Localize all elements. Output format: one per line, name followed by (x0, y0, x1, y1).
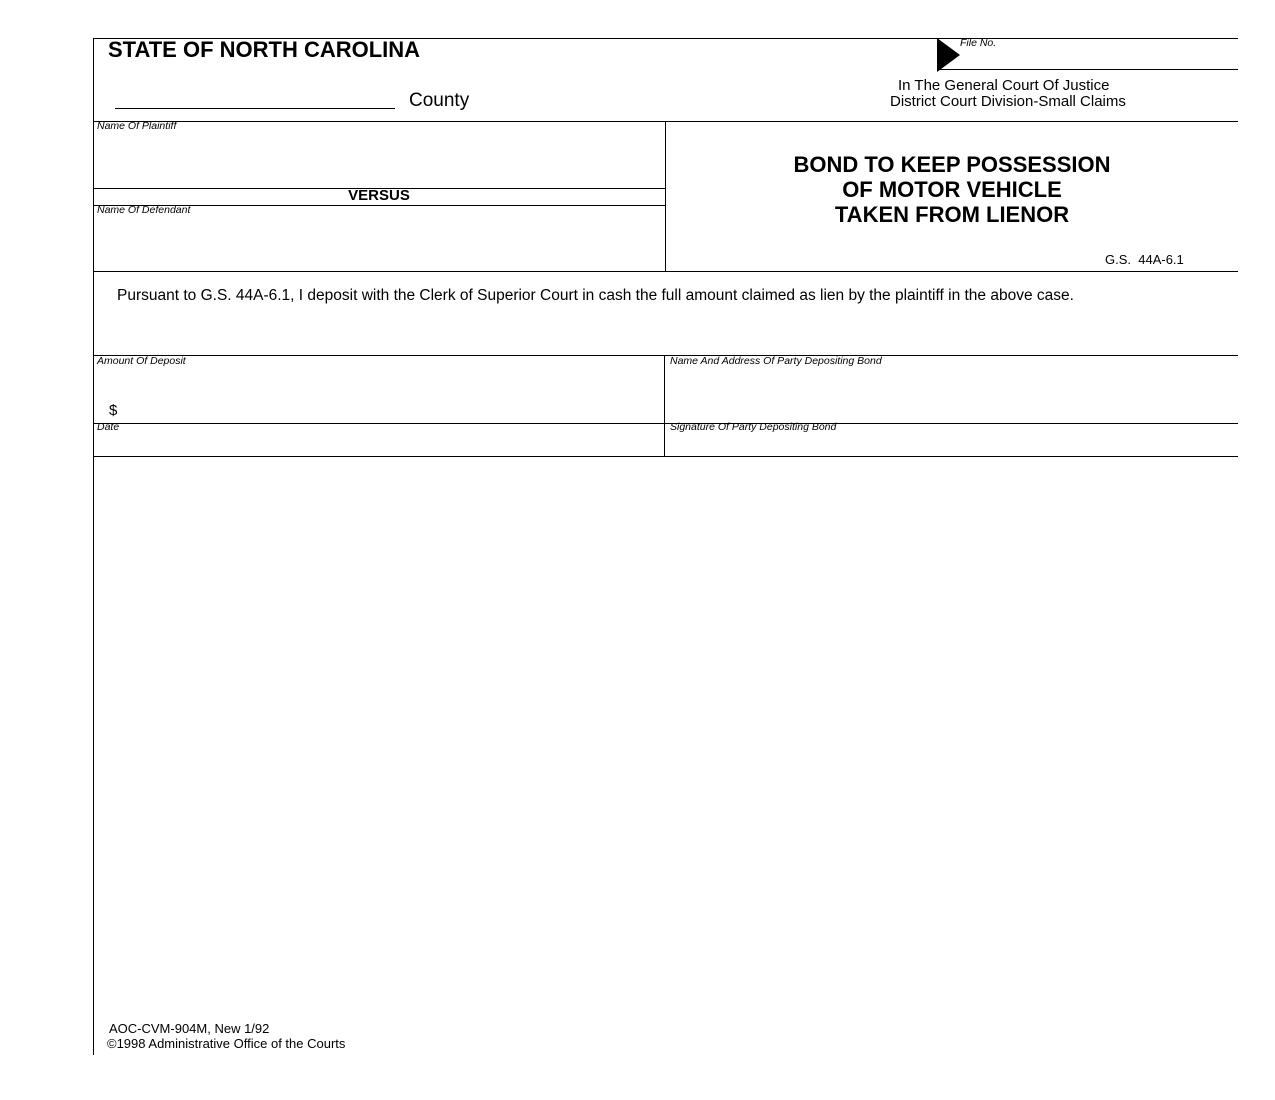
court-line-1: In The General Court Of Justice (898, 77, 1110, 94)
fields-divider (664, 355, 665, 457)
defendant-label: Name Of Defendant (97, 204, 191, 216)
date-bottom-line (93, 456, 1238, 457)
file-no-label: File No. (960, 37, 997, 49)
plaintiff-label: Name Of Plaintiff (97, 120, 177, 132)
amount-label: Amount Of Deposit (97, 355, 186, 367)
date-label: Date (97, 421, 120, 433)
file-no-underline (937, 69, 1238, 70)
file-no-arrow-icon (937, 38, 961, 72)
amount-input[interactable] (125, 401, 655, 419)
form-id: AOC-CVM-904M, New 1/92 (109, 1021, 270, 1036)
defendant-input[interactable] (99, 232, 659, 252)
date-input[interactable] (99, 436, 657, 453)
statement-bottom-line (93, 355, 1238, 356)
signature-input[interactable] (672, 436, 1232, 453)
parties-bottom-line (93, 271, 1238, 272)
plaintiff-input[interactable] (99, 150, 659, 170)
form-title-line-2: OF MOTOR VEHICLE (842, 177, 1062, 202)
statute-reference: G.S. 44A-6.1 (1105, 252, 1184, 267)
file-no-input[interactable] (962, 50, 1234, 68)
signature-label: Signature Of Party Depositing Bond (670, 421, 837, 433)
versus-label: VERSUS (348, 187, 410, 204)
party-name-address-input[interactable] (672, 370, 1232, 418)
court-line-2: District Court Division-Small Claims (890, 93, 1126, 110)
dollar-sign: $ (109, 402, 118, 419)
county-underline (115, 108, 395, 109)
form-title-line-1: BOND TO KEEP POSSESSION (793, 152, 1111, 177)
county-label: County (409, 90, 470, 111)
party-label: Name And Address Of Party Depositing Bond (670, 355, 882, 367)
deposit-statement: Pursuant to G.S. 44A-6.1, I deposit with the Clerk of Superior Court in cash the full amount claimed as lien by the plaintiff in the above case. (117, 287, 1074, 304)
form-title-line-3: TAKEN FROM LIENOR (834, 202, 1070, 227)
county-input[interactable] (117, 88, 392, 106)
amount-bottom-line (93, 423, 1238, 424)
state-heading: STATE OF NORTH CAROLINA (108, 37, 421, 62)
copyright: ©1998 Administrative Office of the Courts (107, 1036, 346, 1051)
